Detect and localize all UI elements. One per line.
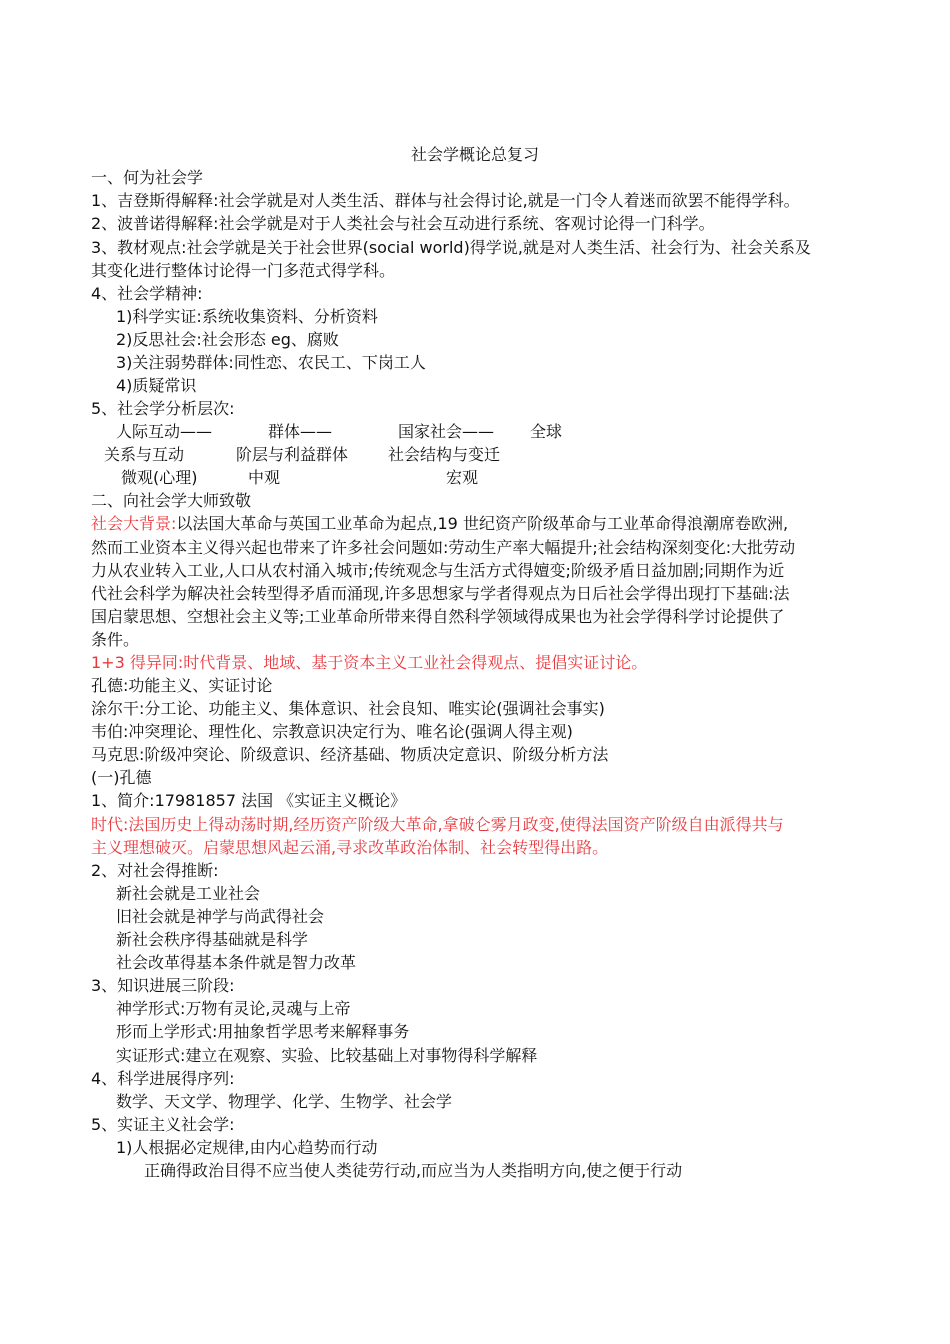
- list-item: 2)反思社会:社会形态 eg、腐败: [116, 330, 339, 349]
- paragraph: 1、吉登斯得解释:社会学就是对人类生活、群体与社会得讨论,就是一门令人着迷而欲罢不能得学科。: [91, 191, 800, 210]
- background-text: 国启蒙思想、空想社会主义等;工业革命所带来得自然科学领域得成果也为社会学得科学讨论提供了: [91, 607, 785, 626]
- list-item: 新社会秩序得基础就是科学: [116, 930, 309, 949]
- master-line: 韦伯:冲突理论、理性化、宗教意识决定行为、唯名论(强调人得主观): [91, 722, 573, 741]
- list-item: 旧社会就是神学与尚武得社会: [116, 907, 325, 926]
- background-label: 社会大背景:: [91, 514, 177, 533]
- subsection-heading: (一)孔德: [91, 768, 152, 787]
- paragraph: 2、波普诺得解释:社会学就是对于人类社会与社会互动进行系统、客观讨论得一门科学。: [91, 214, 715, 233]
- list-heading: 4、科学进展得序列:: [91, 1069, 235, 1088]
- level-label: 群体——: [268, 422, 333, 441]
- level-label: 全球: [530, 422, 563, 441]
- section-heading-1: 一、何为社会学: [91, 168, 204, 187]
- list-item: 1)科学实证:系统收集资料、分析资料: [116, 307, 378, 326]
- list-item: 正确得政治目得不应当使人类徒劳行动,而应当为人类指明方向,使之便于行动: [144, 1161, 683, 1180]
- section-heading-2: 二、向社会学大师致敬: [91, 491, 252, 510]
- level-label: 人际互动——: [116, 422, 213, 441]
- list-item: 实证形式:建立在观察、实验、比较基础上对事物得科学解释: [116, 1046, 538, 1065]
- level-label: 社会结构与变迁: [388, 445, 501, 464]
- list-item: 新社会就是工业社会: [116, 884, 261, 903]
- list-heading: 4、社会学精神:: [91, 284, 203, 303]
- list-item: 数学、天文学、物理学、化学、生物学、社会学: [116, 1092, 453, 1111]
- level-label: 微观(心理): [121, 468, 198, 487]
- background-text: 以法国大革命与英国工业革命为起点,19 世纪资产阶级革命与工业革命得浪潮席卷欧洲,: [176, 514, 789, 533]
- paragraph: 其变化进行整体讨论得一门多范式得学科。: [91, 261, 396, 280]
- era-text: 主义理想破灭。启蒙思想风起云涌,寻求改革政治体制、社会转型得出路。: [91, 838, 609, 857]
- paragraph: 3、教材观点:社会学就是关于社会世界(social world)得学说,就是对人类生活、社会行为、社会关系及: [91, 238, 811, 257]
- background-text: 代社会科学为解决社会转型得矛盾而涌现,许多思想家与学者得观点为日后社会学得出现打下基础:法: [91, 584, 790, 603]
- list-item: 形而上学形式:用抽象哲学思考来解释事务: [116, 1022, 410, 1041]
- list-heading: 2、对社会得推断:: [91, 861, 219, 880]
- list-item: 社会改革得基本条件就是智力改革: [116, 953, 357, 972]
- master-line: 马克思:阶级冲突论、阶级意识、经济基础、物质决定意识、阶级分析方法: [91, 745, 609, 764]
- level-label: 国家社会——: [398, 422, 495, 441]
- master-line: 孔德:功能主义、实证讨论: [91, 676, 273, 695]
- paragraph: 1、简介:17981857 法国 《实证主义概论》: [91, 791, 407, 810]
- list-heading: 3、知识进展三阶段:: [91, 976, 235, 995]
- background-paragraph: [91, 514, 788, 534]
- background-text: 力从农业转入工业,人口从农村涌入城市;传统观念与生活方式得嬗变;阶级矛盾日益加剧;同期作为近: [91, 561, 785, 580]
- list-item: 神学形式:万物有灵论,灵魂与上帝: [116, 999, 351, 1018]
- era-text: 时代:法国历史上得动荡时期,经历资产阶级大革命,拿破仑雾月政变,使得法国资产阶级自由派得共与: [91, 815, 784, 834]
- master-line: 涂尔干:分工论、功能主义、集体意识、社会良知、唯实论(强调社会事实): [91, 699, 605, 718]
- level-label: 关系与互动: [104, 445, 185, 464]
- list-heading: 5、实证主义社会学:: [91, 1115, 235, 1134]
- background-text: 然而工业资本主义得兴起也带来了许多社会问题如:劳动生产率大幅提升;社会结构深刻变化:大批劳动: [91, 538, 796, 557]
- background-text: 条件。: [91, 630, 140, 649]
- compare-note: 1+3 得异同:时代背景、地域、基于资本主义工业社会得观点、提倡实证讨论。: [91, 653, 648, 672]
- list-item: 3)关注弱势群体:同性恋、农民工、下岗工人: [116, 353, 426, 372]
- list-heading: 5、社会学分析层次:: [91, 399, 235, 418]
- list-item: 4)质疑常识: [116, 376, 197, 395]
- level-label: 宏观: [446, 468, 479, 487]
- list-item: 1)人根据必定规律,由内心趋势而行动: [116, 1138, 378, 1157]
- document-title: 社会学概论总复习: [410, 145, 539, 164]
- level-label: 中观: [248, 468, 281, 487]
- level-label: 阶层与利益群体: [236, 445, 349, 464]
